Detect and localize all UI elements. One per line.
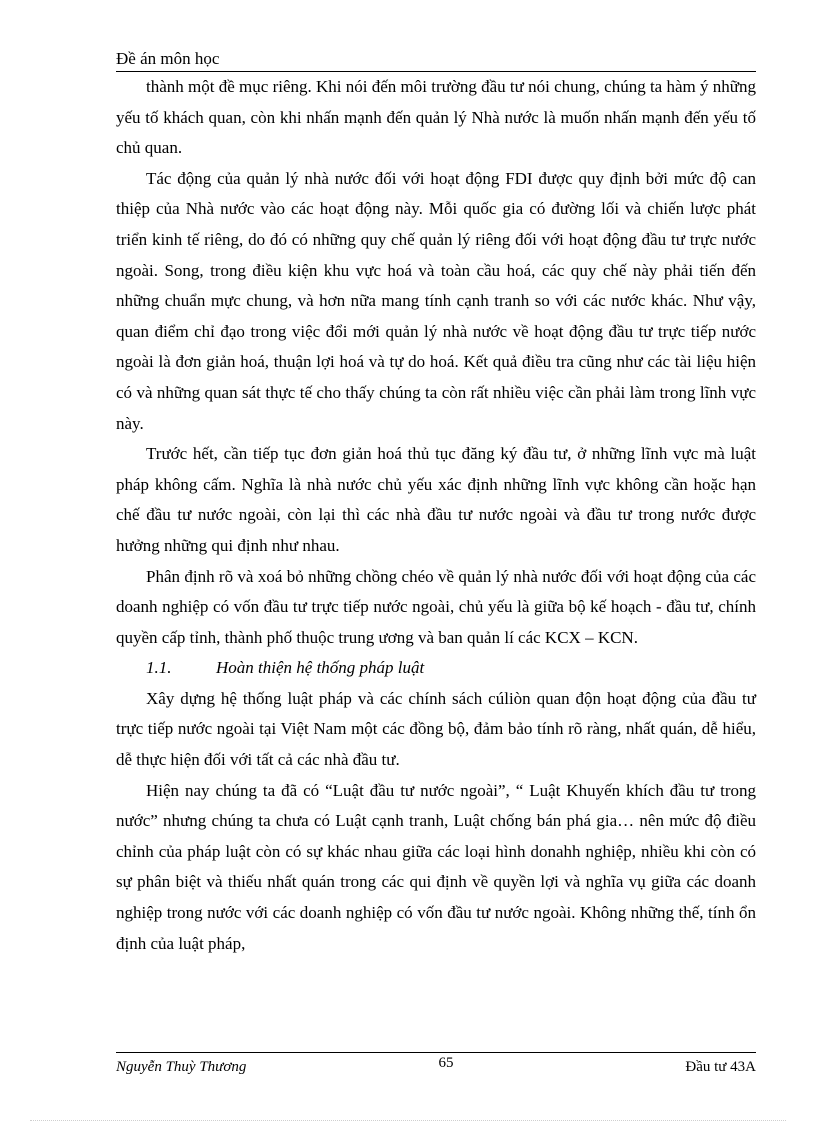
- paragraph: Tác động của quản lý nhà nước đối với hoạt động FDI được quy định bởi mức độ can thiệp của Nhà nước vào các hoạt động này. Mỗi quốc gia có đường lối và chiến lược phát triển kinh tế riêng, do đó có những quy chế quản lý riêng đối với hoạt động đầu tư trực nước ngoài. Song, trong điều kiện khu vực hoá và toàn cầu hoá, các quy chế này phải tiến đến những chuẩn mực chung, và hơn nữa mang tính cạnh tranh so với các nước khác. Như vậy, quan điểm chỉ đạo trong việc đổi mới quản lý nhà nước về hoạt động đầu tư trực tiếp nước ngoài là đơn giản hoá, thuận lợi hoá và tự do hoá. Kết quả điều tra cũng như các tài liệu hiện có và những quan sát thực tế cho thấy chúng ta còn rất nhiều việc cần phải làm trong lĩnh vực này.: [116, 168, 756, 433]
- footer-author: Nguyễn Thuỳ Thương: [116, 1059, 247, 1075]
- section-number: 1.1.: [146, 658, 172, 678]
- document-body: [116, 72, 756, 959]
- paragraph: Trước hết, cần tiếp tục đơn giản hoá thủ tục đăng ký đầu tư, ở những lĩnh vực mà luật pháp không cấm. Nghĩa là nhà nước chủ yếu xác định những lĩnh vực không cần hoặc hạn chế đầu tư nước ngoài, còn lại thì các nhà đầu tư nước ngoài và đầu tư trong nước được hưởng những qui định như nhau.: [116, 444, 756, 555]
- section-heading: [116, 653, 756, 684]
- header-title: Đề án môn học: [116, 49, 220, 68]
- section-title: Hoàn thiện hệ thống pháp luật: [216, 658, 425, 678]
- paragraph: thành một đề mục riêng. Khi nói đến môi trường đầu tư nói chung, chúng ta hàm ý những yếu tố khách quan, còn khi nhấn mạnh đến quản lý Nhà nước là muốn nhấn mạnh đến yếu tố chủ quan.: [116, 77, 756, 158]
- page-header: [116, 48, 756, 72]
- paragraph: Phân định rõ và xoá bỏ những chồng chéo về quản lý nhà nước đối với hoạt động của các doanh nghiệp có vốn đầu tư trực tiếp nước ngoài, chủ yếu là giữa bộ kế hoạch - đầu tư, chính quyền cấp tỉnh, thành phố thuộc trung ương và ban quản lí các KCX – KCN.: [116, 566, 756, 647]
- footer-class: Đầu tư 43A: [685, 1059, 756, 1075]
- page-edge-divider: [30, 1120, 786, 1121]
- paragraph: Hiện nay chúng ta đã có “Luật đầu tư nước ngoài”, “ Luật Khuyến khích đầu tư trong nước” nhưng chúng ta chưa có Luật cạnh tranh, Luật chống bán phá gia… nên mức độ điều chỉnh của pháp luật còn có sự khác nhau giữa các loại hình donahh nghiệp, nhiều khi còn có sự phân biệt và thiếu nhất quán trong các qui định về quyền lợi và nghĩa vụ giữa các doanh nghiệp trong nước với các doanh nghiệp có vốn đầu tư nước ngoài. Không những thế, tính ổn định của luật pháp,: [116, 780, 756, 953]
- page-number: 65: [438, 1055, 454, 1071]
- paragraph: Xây dựng hệ thống luật pháp và các chính sách cúliòn quan độn hoạt động của đầu tư trực tiếp nước ngoài tại Việt Nam một các đồng bộ, đảm bảo tính rõ ràng, nhất quán, dễ hiểu, dễ thực hiện đối với tất cả các nhà đầu tư.: [116, 688, 756, 770]
